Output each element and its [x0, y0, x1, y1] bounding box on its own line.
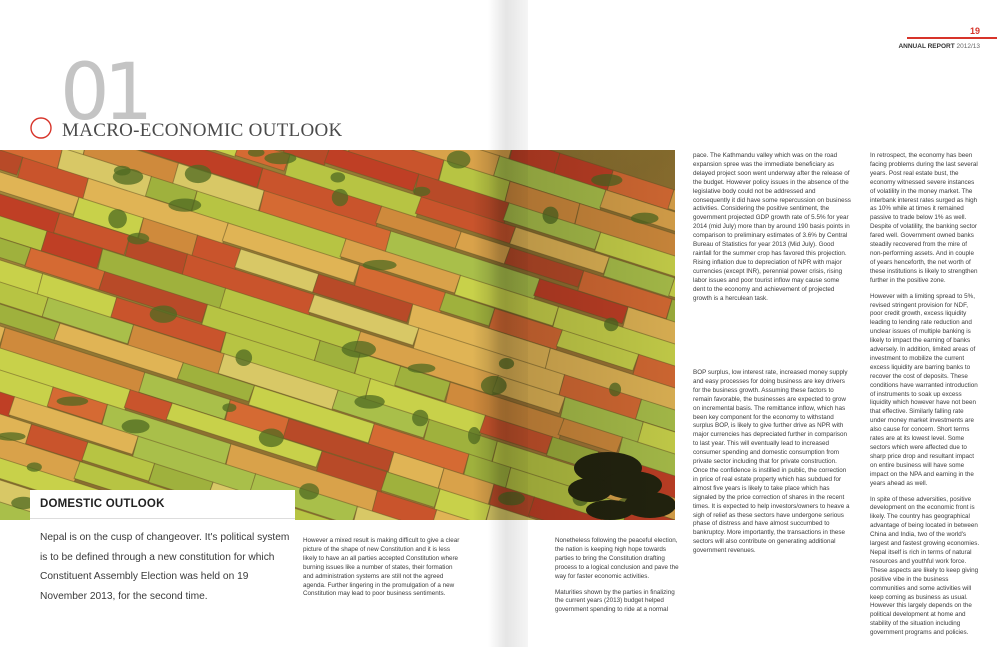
body-column-2: [555, 537, 680, 622]
body-column-3-bottom: [693, 369, 851, 563]
paragraph: In retrospect, the economy has been facing problems during the last several years. Post real estate bust, the economy witnessed severe instances of volatility in the money market. The interbank interest rates surged as high as 10% while at times it remained passive to trade below 1% as well. Despite of volatility, the banking sector fared well. Government owned banks steadily recovered from the mire of non-performing assets. And in couple of years henceforth, the net worth of these institutions is likely to strengthen further in the positive zone.: [870, 152, 978, 284]
running-head: [880, 43, 980, 50]
paragraph: In spite of these adversities, positive development on the economic front is likely. The country has geographical advantage of being located in between China and India, two of the world's largest and fastest growing economies. Nepal itself is rich in terms of natural resources and youthful work force. These aspects are likely to keep giving positive vibe in the business communities and some activities will keep coming as business as usual. However this largely depends on the political development at home and stability of the situation including government programs and policies.: [870, 495, 980, 637]
paragraph: However with a limiting spread to 5%, revised stringent provision for NDF, poor credit growth, excess liquidity leading to lending rate reduction and unclear issues of multiple banking is likely to impact the earning of banks adversely. In addition, limited areas of investment to mobilize the current excess liquidity are barring banks to recover the cost of deposits. These conditions have warranted introduction of instruments to soak up excess liquidity which however have not been that effective. Similarly falling rate under money market investments are also cause for concern. Short terms rates are at its lowest level. Some sectors which were affected due to sharp price drop and resultant impact on entire business will have some impact on the NPA and earning in the years ahead as well.: [870, 292, 978, 487]
running-head-label: ANNUAL REPORT: [898, 43, 955, 50]
running-head-year: 2012/13: [956, 43, 980, 50]
header-rule: [907, 37, 997, 39]
chapter-number: 01: [60, 48, 148, 138]
terraced-fields-photo: [0, 150, 675, 520]
body-column-3-top: [693, 152, 851, 310]
paragraph: Nonetheless following the peaceful election, the nation is keeping high hope towards parties to bring the Constitution drafting process to a logical conclusion and pave the way for faster economic activities.: [555, 537, 679, 580]
section-title: DOMESTIC OUTLOOK: [40, 498, 165, 510]
paragraph: BOP surplus, low interest rate, increased money supply and easy processes for doing business are key drivers for the business growth. Assuming these factors to remain favorable, the businesses are expected to grow on incremental basis. The remittance inflow, which has been key component for the economy to withstand surplus BOP, is likely to give further drive as NPR with major currencies has depreciated further in comparison to last year. This will eventually lead to increased consumer spending and domestic consumption from private sector including that for private construction. Once the confidence is instilled in public, the correction in price of real estate property which has subdued for almost five years is likely to take place which has signaled by the price correction of shares in the recent times. It is expected to help investors/owners to heave a sigh of relief as these sectors have undergone serious phase of distress and have almost succumbed to bankruptcy. More importantly, the transactions in these sectors will also contribute on generating additional government revenues.: [693, 369, 850, 555]
chapter-title: MACRO-ECONOMIC OUTLOOK: [62, 120, 343, 141]
section-intro: Nepal is on the cusp of changeover. It's political system is to be defined through a new constitution for which Constituent Assembly Election was held on 19 November 2013, for the second time.: [40, 532, 290, 602]
section-divider: [30, 518, 295, 519]
page-number: 19: [969, 26, 980, 36]
circle-icon: [29, 116, 53, 140]
body-column-1: [303, 537, 463, 606]
terraced-fields-image: [0, 150, 675, 520]
paragraph: Maturities shown by the parties in finalizing the current years (2013) budget helped government spending to ride at a normal: [555, 588, 675, 614]
paragraph: pace. The Kathmandu valley which was on the road expansion spree was the immediate beneficiary as delayed project soon went underway after the release of the budget. However policy issues in the absence of the legislative body could not be addressed and consequently it did have some repercussion on business activities. Considering the positive sentiment, the government projected GDP growth rate of 5.5% for year 2014 (mid July) more than by around 190 basis points in comparison to preliminary estimates of 3.6% by Central Bureau of Statistics for year 2013 (Mid July). Good rainfall for the summer crop has favored this projection. Rising inflation due to depreciation of NPR with major currencies (except INR), perennial power crisis, rising labor issues and poor tourist inflow may cause some dent to the economy and achievement of projected growth is a herculean task.: [693, 152, 851, 302]
paragraph: However a mixed result is making difficult to give a clear picture of the shape of new Constitution and it is less likely to have an all parties accepted Constitution where burning issues like a number of states, their formation and administration systems are still not the agreed agenda. Further lingering in the promulgation of a new Constitution may lead to poor business sentiments.: [303, 537, 460, 598]
body-column-4: [870, 152, 980, 645]
